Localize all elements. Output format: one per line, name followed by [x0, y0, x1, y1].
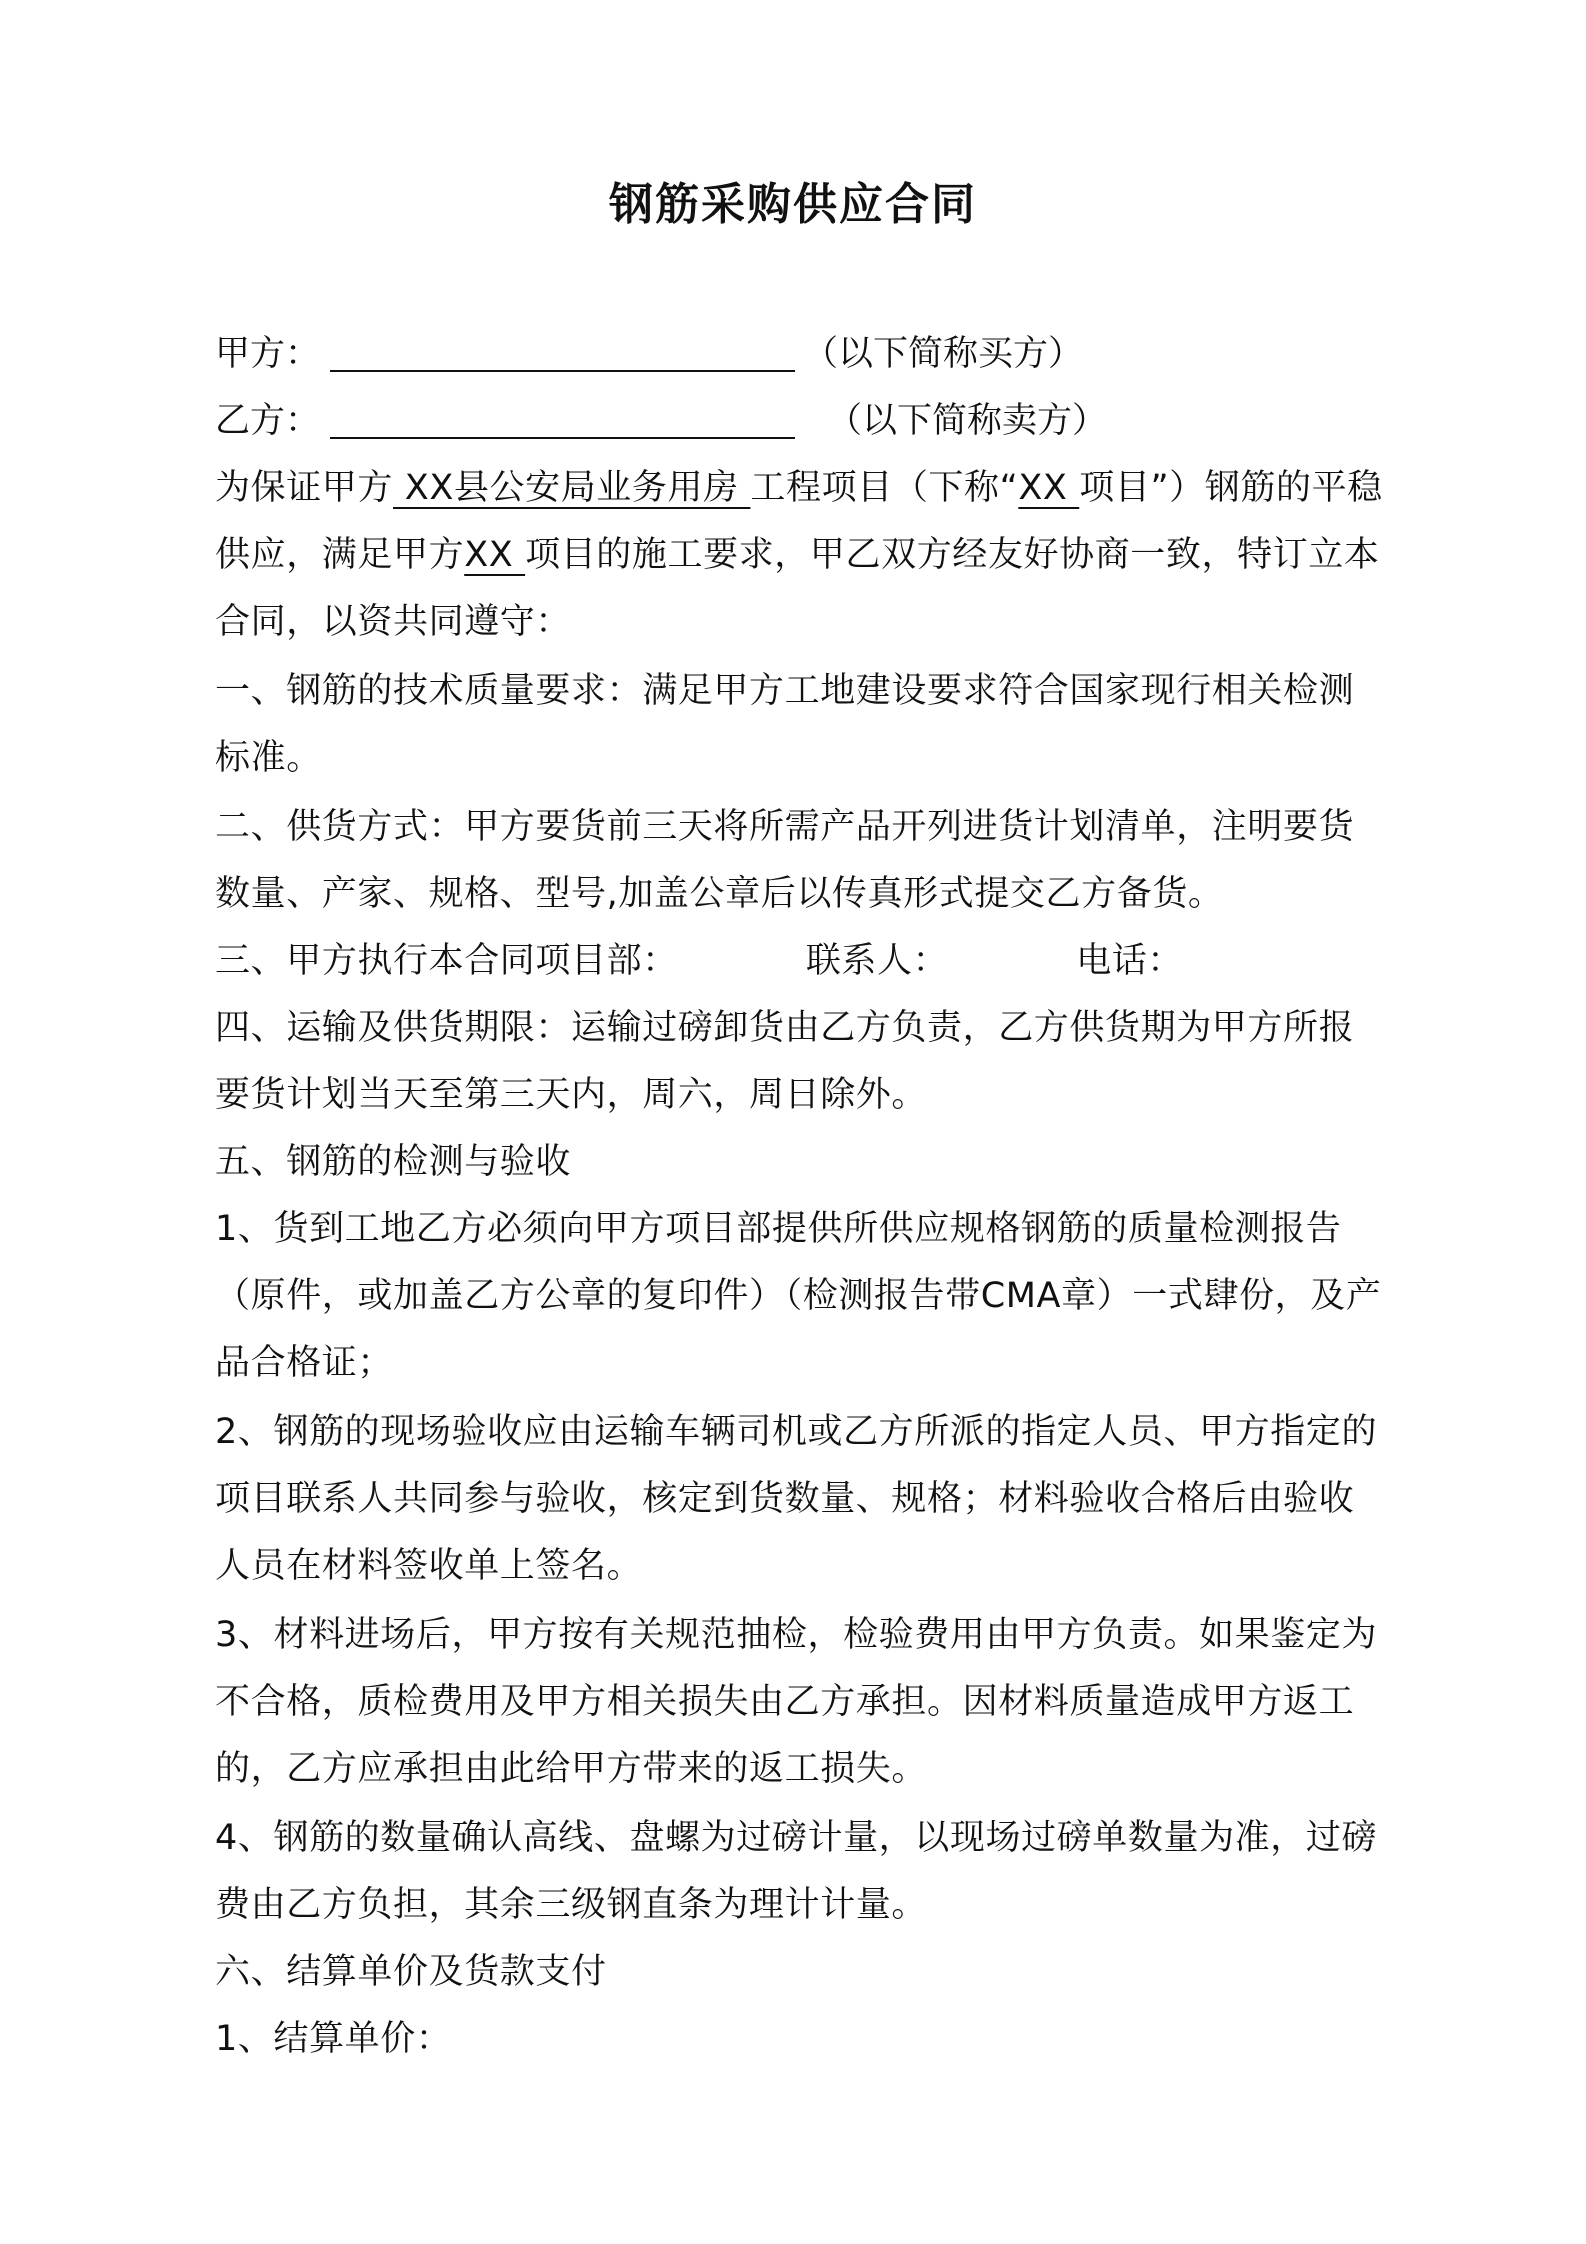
clause-5-item-4: 4、钢筋的数量确认高线、盘螺为过磅计量，以现场过磅单数量为准，过磅费由乙方负担，其余三级钢直条为理计计量。 — [215, 1818, 1378, 1925]
party-b-blank[interactable] — [330, 393, 795, 439]
party-a-line — [215, 326, 1084, 376]
party-a-blank[interactable] — [330, 326, 795, 372]
project-name-field: XX县公安局业务用房 — [393, 468, 751, 508]
intro-paragraph — [215, 455, 1385, 656]
project-short-field-2: XX — [464, 535, 526, 575]
clause-3-project-dept: 三、甲方执行本合同项目部： — [215, 941, 678, 981]
clause-5-heading: 五、钢筋的检测与验收 — [215, 1142, 572, 1182]
clause-1: 一、钢筋的技术质量要求：满足甲方工地建设要求符合国家现行相关检测标准。 — [215, 671, 1355, 778]
party-b-note: （以下简称卖方） — [827, 401, 1108, 441]
clause-6-heading: 六、结算单价及货款支付 — [215, 1952, 607, 1992]
project-short-field: XX — [1018, 468, 1080, 508]
document-title: 钢筋采购供应合同 — [609, 179, 977, 230]
contract-body — [215, 455, 1385, 2073]
intro-text-3: 项目”）钢筋的平稳供应，满足甲方 — [215, 468, 1383, 575]
clause-6-item-1: 1、结算单价： — [215, 2019, 452, 2059]
clause-5-item-3: 3、材料进场后，甲方按有关规范抽检，检验费用由甲方负责。如果鉴定为不合格，质检费用及甲方相关损失由乙方承担。因材料质量造成甲方返工的，乙方应承担由此给甲方带来的返工损失。 — [215, 1615, 1378, 1789]
clause-4: 四、运输及供货期限：运输过磅卸货由乙方负责，乙方供货期为甲方所报要货计划当天至第三天内，周六，周日除外。 — [215, 1008, 1355, 1115]
party-b-label: 乙方： — [215, 401, 321, 441]
clause-3 — [215, 928, 1385, 995]
party-a-note: （以下简称买方） — [803, 334, 1084, 374]
clause-3-contact: 联系人： — [805, 941, 949, 981]
intro-text-2: 工程项目（下称“ — [750, 468, 1019, 508]
party-a-label: 甲方： — [215, 334, 321, 374]
party-b-line — [215, 393, 1108, 443]
intro-text-4: 项目的施工要求，甲乙双方经友好协商一致，特订立本合同，以资共同遵守： — [215, 535, 1380, 642]
clause-5-item-1: 1、货到工地乙方必须向甲方项目部提供所供应规格钢筋的质量检测报告（原件，或加盖乙方公章的复印件）（检测报告带CMA章）一式肆份，及产品合格证； — [215, 1209, 1382, 1383]
intro-text-1: 为保证甲方 — [215, 468, 394, 508]
clause-3-phone: 电话： — [1076, 941, 1184, 981]
clause-2: 二、供货方式：甲方要货前三天将所需产品开列进货计划清单，注明要货数量、产家、规格、型号,加盖公章后以传真形式提交乙方备货。 — [215, 807, 1355, 914]
clause-5-item-2: 2、钢筋的现场验收应由运输车辆司机或乙方所派的指定人员、甲方指定的项目联系人共同参与验收，核定到货数量、规格；材料验收合格后由验收人员在材料签收单上签名。 — [215, 1412, 1378, 1586]
